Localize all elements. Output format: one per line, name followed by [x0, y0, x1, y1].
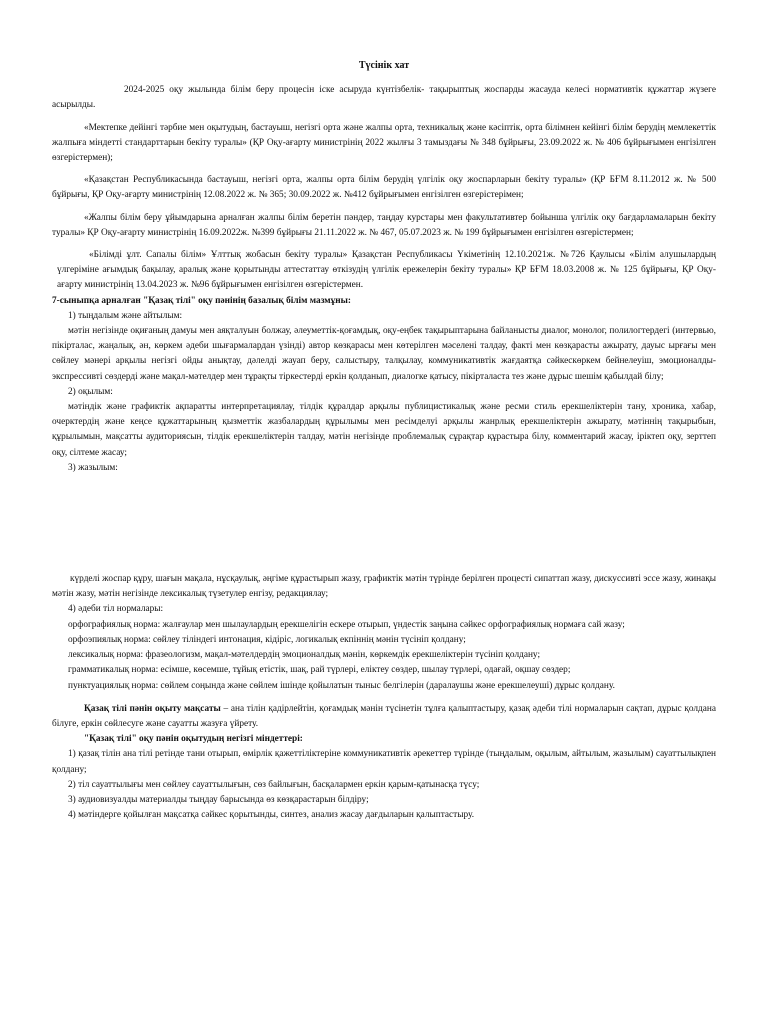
goal-text: – ана тілін қадірлейтін, қоғамдық мәнін түсінетін тұлға қалыптастыру, қазақ әдеби тілі нормаларын сақтап, дұрыс қолдана білуге, еркін сөйлесуге және сауатты жазуға үйрету.	[52, 703, 716, 729]
document-page	[52, 58, 716, 823]
goal-label: Қазақ тілі пәнін оқыту мақсаты	[84, 703, 221, 714]
lexical-norm: лексикалық норма: фразеологизм, мақал-мәтелдердің эмоционалдық мәнін, көркемдік ерекшеліктерін түсініп қолдану;	[68, 650, 541, 661]
listening-text: мәтін негізінде оқиғаның дамуы мен аяқталуын болжау, әлеуметтік-қоғамдық, оқу-еңбек тақырыптарына байланысты диалог, монолог, полилогтердегі (интервью, пікірталас, жаңалық, ән, көркем әдеби шығармалардан үзінді) автор көзқарасы мен көтерілген мәселені талдау, фактi мен көзқарасты ажырату, дауыс ырғағы мен сөйлеу мәнері арқылы негізгі ойды анықтау, дәлелді жауап беру, салыстыру, талқылау, коммуникативтік жағдаятқа сәйкеcкөркем бейнелеуіш, эмоционалды-экспрессивті сөздерді және мақал-мәтелдер мен тұрақты тіркестерді еркін қолданып, диалогке қатысу, пікірталаста тез және дұрыс шешім қабылдай білу;	[52, 326, 716, 382]
goal-paragraph	[52, 702, 716, 732]
listening-heading: 1) тыңдалым және айтылым:	[68, 310, 183, 321]
norm-paragraph-1: «Мектепке дейінгі тәрбие мен оқытудың, бастауыш, негізгі орта және жалпы орта, техникалық және кәсіптік, орта білімнен кейінгі білім берудің мемлекеттік жалпыға міндетті стандарттарын бекіту туралы» (ҚР Оқу-ағарту министрінің 2022 жылғы 3 тамыздағы № 348 бұйрығы, 23.09.2022 ж. № 406 бұйрығымен енгізілген өзгерістермен);	[52, 122, 716, 164]
spacer	[52, 694, 716, 702]
reading-text: мәтіндік және графиктік ақпаратты интерпретациялау, тілдік құралдар арқылы публицистикалық және ресми стиль ерекшеліктерін тану, хроника, хабар, очерктердің және кеңсе құжаттарының қызметтік жазбалардың құрылымы мен ресімделуі арқылы жанрлық ерекшеліктерін ажырату, мәтіннің тақырыбын, құрылымын, мақсатты аудиториясын, тілдік ерекшеліктерін талдау, мәтін негізінде проблемалық сұрақтар құрастыра білу, комментарий жасау, іріктеп оқу, зерттеп оқу, сілтеме жасау;	[52, 402, 716, 458]
content-heading: 7-сыныпқа арналған "Қазақ тілі" оқу пәнінің базалық білім мазмұны:	[52, 295, 351, 306]
writing-heading: 3) жазылым:	[68, 462, 118, 473]
norm-paragraph-4: «Білімді ұлт. Сапалы білім» Ұлттық жобасын бекіту туралы» Қазақстан Республикасы Үкіметінің 12.10.2021ж. №726 Қаулысы «Білім алушылардың үлгеріміне ағымдық бақылау, аралық және қорытынды аттестаттау өткізудің үлгілік ережелерін бекіту туралы» ҚР БҒМ 18.03.2008 ж. № 125 бұйрығы, ҚР Оқу-ағарту министрінің 13.04.2023 ж. №96 бұйрығымен енгізілген өзгерістермен.	[57, 250, 716, 291]
intro-paragraph: 2024-2025 оқу жылында білім беру процесін іске асыруда күнтізбелік- тақырыптық жоспарды жасауда келесі нормативтік құжаттар жүзеге асырылды.	[52, 85, 716, 111]
norm-paragraph-2: «Қазақстан Республикасында бастауыш, негізгі орта, жалпы орта білім берудің үлгілік оқу жоспарларын бекіту туралы» (ҚР БҒМ 8.11.2012 ж. № 500 бұйрығы, ҚР Оқу-ағарту министрінің 12.08.2022 ж. № 365; 30.09.2022 ж. №412 бұйрығымен енгізілген өзгерістерімен;	[52, 175, 716, 201]
orthoepy-norm: орфоэпиялық норма: сөйлеу тіліндегі интонация, кідіріс, логикалық екпіннің мәнін түсініп қолдану;	[68, 634, 466, 645]
task-item-1: 1) қазақ тілін ана тілі ретінде тани отырып, өмірлік қажеттіліктеріне коммуникативтік әрекеттер түрінде (тыңдалым, оқылым, айтылым, жазылым) сауаттылықпен қолдану;	[52, 749, 716, 775]
orthography-norm: орфографиялық норма: жалғаулар мен шылаулардың ерекшелігін ескере отырып, үндестік заңына сәйкес орфографиялық нормаға сай жазу;	[68, 619, 625, 630]
reading-heading: 2) оқылым:	[68, 386, 113, 397]
tasks-heading: "Қазақ тілі" оқу пәнін оқытудың негізгі міндеттері:	[84, 734, 303, 745]
document-title: Түсінік хат	[358, 60, 410, 71]
literary-norms-heading: 4) әдеби тіл нормалары:	[68, 604, 164, 615]
grammatical-norm: грамматикалық норма: есімше, көсемше, тұйық етістік, шақ, рай түрлері, еліктеу сөздер, шылау түрлері, одағай, оқшау сөздер;	[68, 665, 571, 676]
writing-text: күрделі жоспар құру, шағын мақала, нұсқаулық, әңгіме құрастырып жазу, графиктік мәтін түрінде берілген процесті сипаттап жазу, дискуссивті эссе жазу, жинақы мәтін жазу, мәтін негізінде лексикалық түзетулер енгізу, редакциялау;	[52, 574, 716, 600]
punctuation-norm: пунктуациялық норма: сөйлем соңында және сөйлем ішінде қойылатын тыныс белгілерін (даралаушы және ерекшелеуші) дұрыс қолдану.	[68, 680, 615, 691]
blank-space	[52, 476, 716, 572]
task-item-4: 4) мәтіндерге қойылған мақсатқа сәйкес қорытынды, синтез, анализ жасау дағдыларын қалыптастыру.	[68, 810, 475, 821]
norm-paragraph-3: «Жалпы білім беру ұйымдарына арналған жалпы білім беретін пәндер, таңдау курстары мен факультативтер бойынша үлгілік оқу бағдарламаларын бекіту туралы» ҚР Оқу-ағарту министрінің 16.09.2022ж. №399 бұйрығы 21.11.2022 ж. № 467, 05.07.2023 ж. № 199 бұйрығымен енгізілген өзгерістермен;	[52, 212, 716, 238]
task-item-3: 3) аудиовизуалды материалды тыңдау барысында өз көзқарастарын білдіру;	[68, 794, 369, 805]
task-item-2: 2) тіл сауаттылығы мен сөйлеу сауаттылығын, сөз байлығын, басқалармен еркін қарым-қатынасқа түсу;	[68, 779, 480, 790]
